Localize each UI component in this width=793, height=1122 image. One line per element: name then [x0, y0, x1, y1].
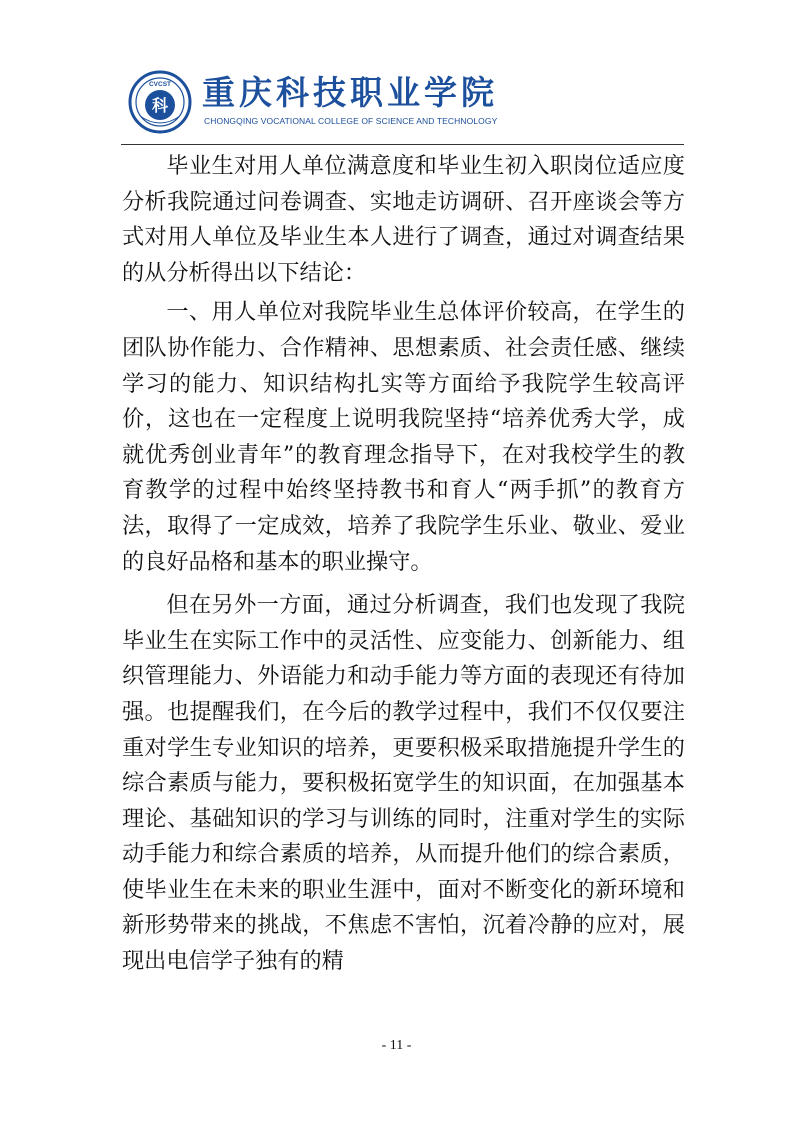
- page-header: [122, 66, 682, 146]
- page-number: - 11 -: [381, 1038, 412, 1053]
- college-name-english: CHONGQING VOCATIONAL COLLEGE OF SCIENCE AND TECHNOLOGY: [204, 116, 498, 126]
- college-name-chinese: 重庆科技职业学院: [202, 73, 498, 112]
- seal-inner: 科: [151, 96, 169, 115]
- paragraph-2: 一、用人单位对我院毕业生总体评价较高，在学生的团队协作能力、合作精神、思想素质、社会责任感、继续学习的能力、知识结构扎实等方面给予我院学生较高评价，这也在一定程度上说明我院坚持“培养优秀大学，成就优秀创业青年”的教育理念指导下，在对我校学生的教育教学的过程中始终坚持教书和育人“两手抓”的教育方法，取得了一定成效，培养了我院学生乐业、敬业、爱业的良好品格和基本的职业操守。: [122, 299, 685, 575]
- document-body: [122, 144, 685, 980]
- college-seal-logo: [128, 70, 192, 134]
- paragraph-3: 但在另外一方面，通过分析调查，我们也发现了我院毕业生在实际工作中的灵活性、应变能力、创新能力、组织管理能力、外语能力和动手能力等方面的表现还有待加强。也提醒我们，在今后的教学过程中，我们不仅仅要注重对学生专业知识的培养，更要积极采取措施提升学生的综合素质与能力，要积极拓宽学生的知识面，在加强基本理论、基础知识的学习与训练的同时，注重对学生的实际动手能力和综合素质的培养，从而提升他们的综合素质，使毕业生在未来的职业生涯中，面对不断变化的新环境和新形势带来的挑战，不焦虑不害怕，沉着冷静的应对，展现出电信学子独有的精: [122, 592, 685, 975]
- paragraph-1: 毕业生对用人单位满意度和毕业生初入职岗位适应度分析我院通过问卷调查、实地走访调研、召开座谈会等方式对用人单位及毕业生本人进行了调查，通过对调查结果的从分析得出以下结论：: [122, 153, 685, 286]
- seal-text: CVCST: [148, 81, 172, 88]
